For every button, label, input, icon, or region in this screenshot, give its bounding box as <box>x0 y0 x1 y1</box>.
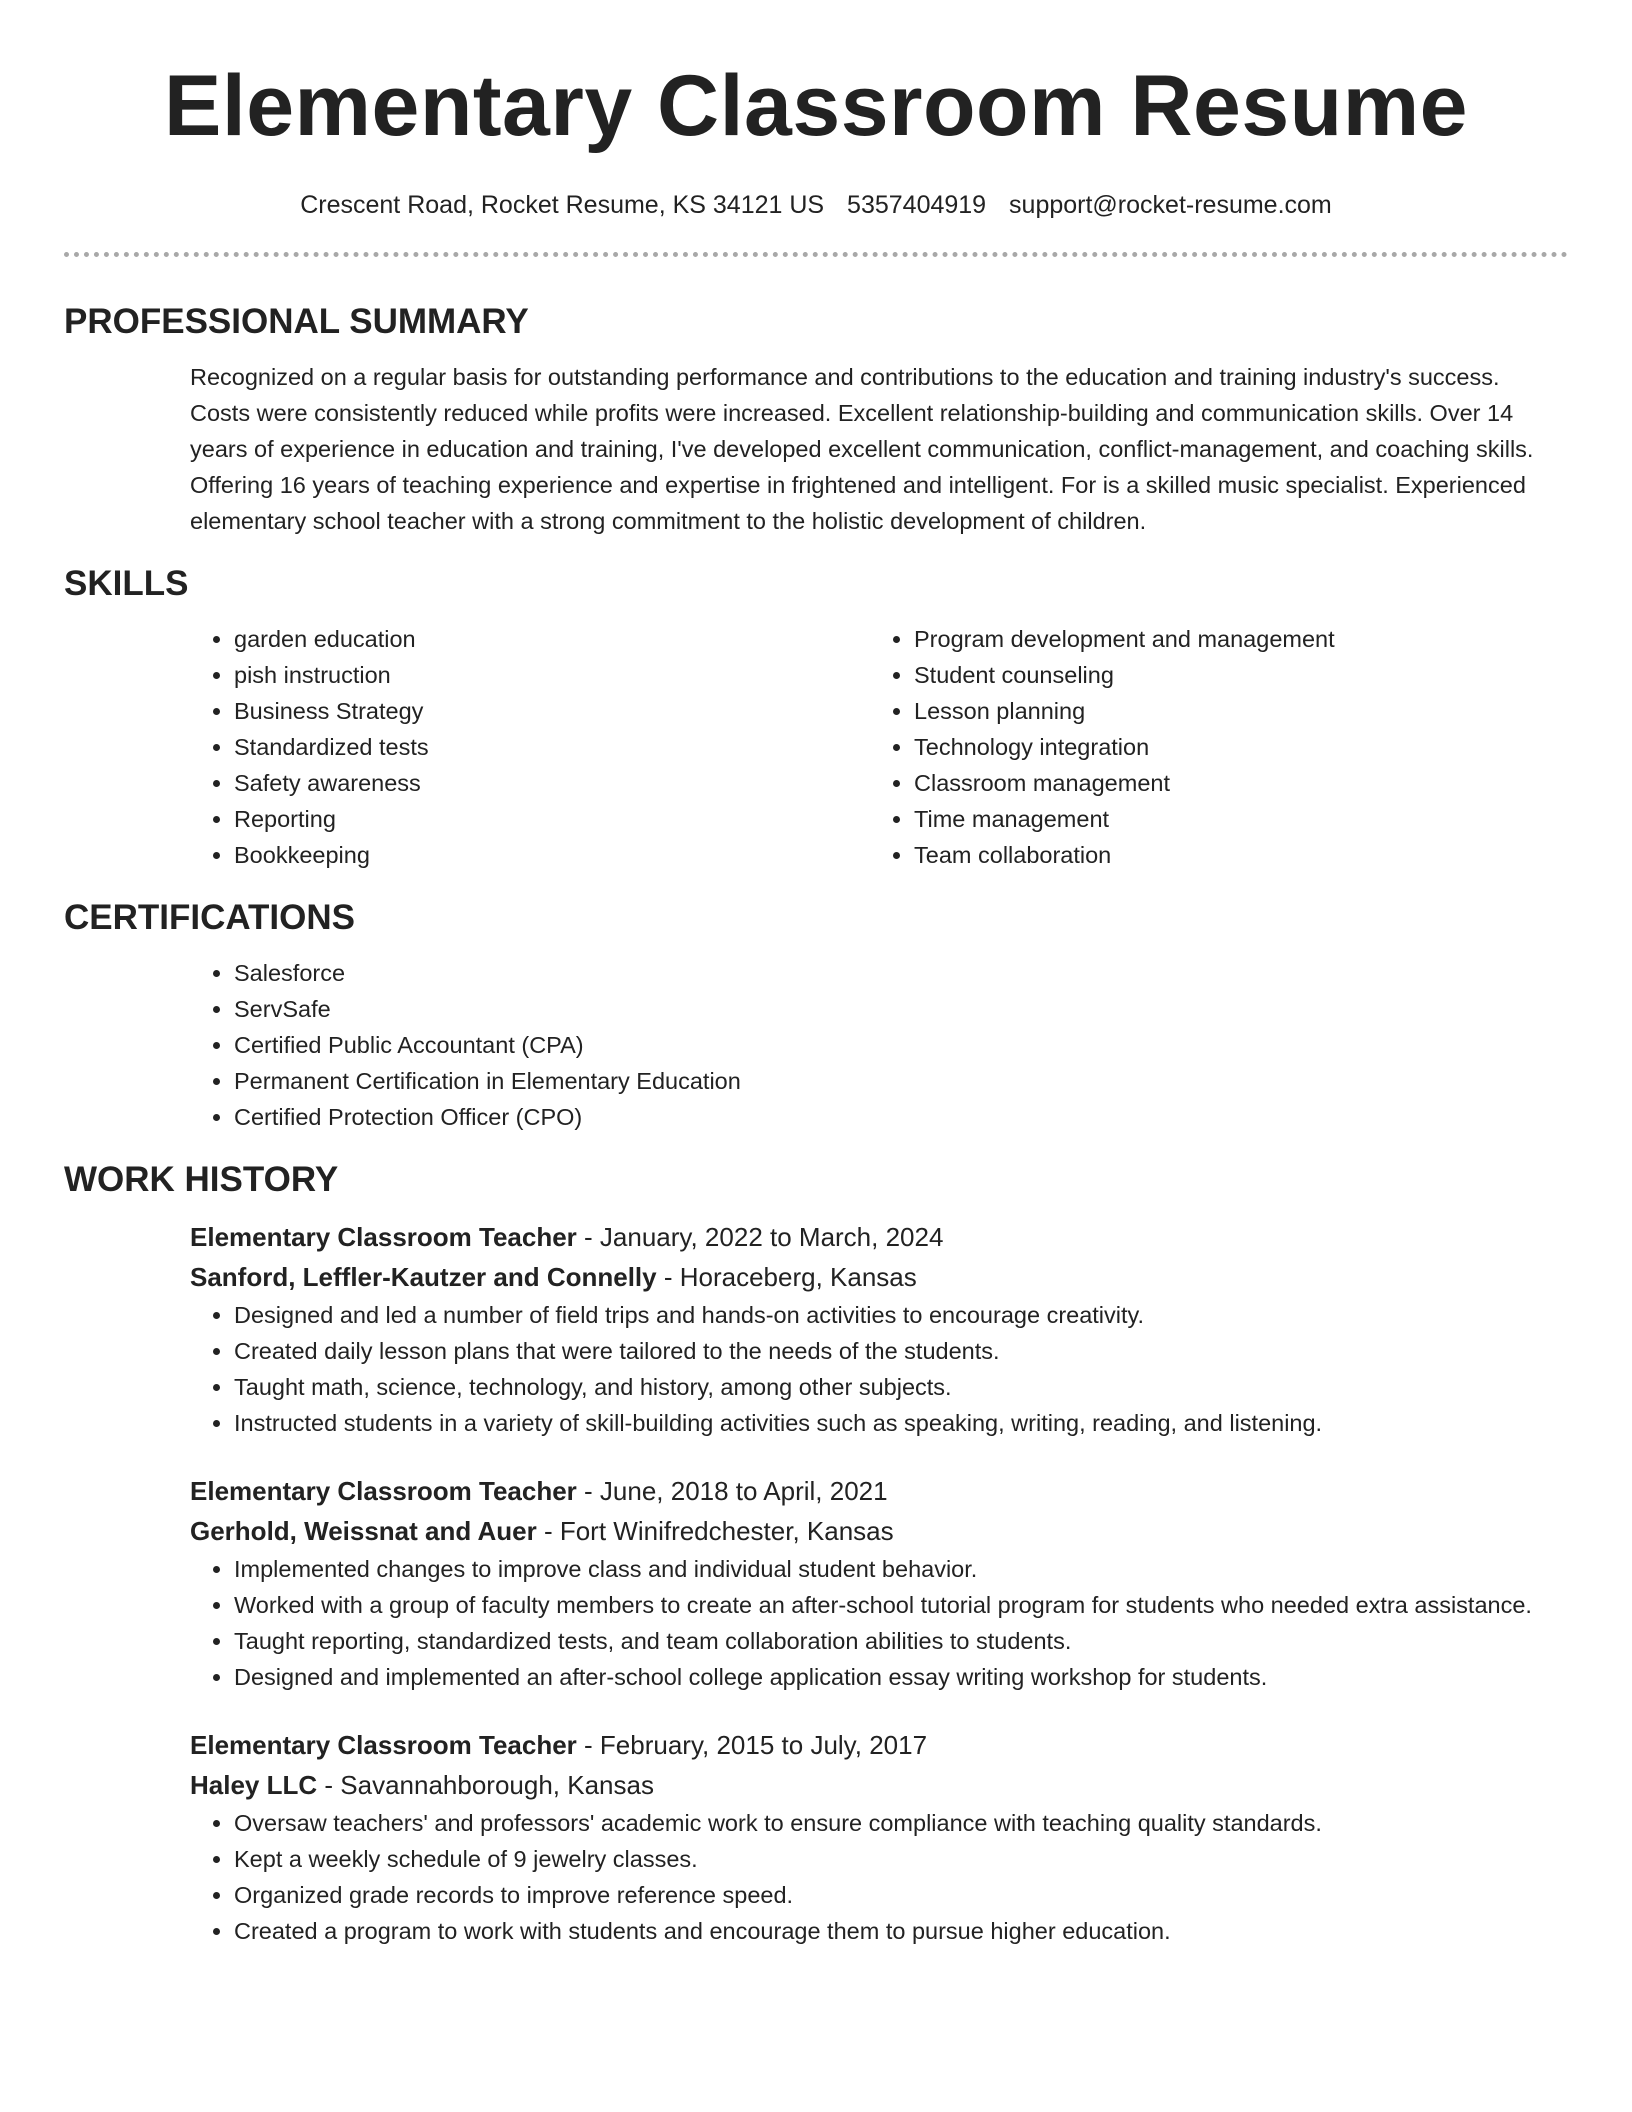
work-history-heading: WORK HISTORY <box>64 1160 339 1199</box>
job-duty: • Instructed students in a variety of skill-building activities such as speaking, writing, reading, and listening. <box>234 1405 1568 1441</box>
job-duty: • Created daily lesson plans that were tailored to the needs of the students. <box>234 1333 1568 1369</box>
job-duty: • Designed and implemented an after-school college application essay writing workshop for students. <box>234 1659 1568 1695</box>
resume-title: Elementary Classroom Resume <box>163 58 1469 154</box>
job-duties-list <box>190 1805 1568 1949</box>
certification-item: • Certified Public Accountant (CPA) <box>234 1027 1568 1063</box>
skills-heading: SKILLS <box>64 564 189 603</box>
job-entry <box>190 1725 1568 1949</box>
skills-left-list <box>190 621 870 873</box>
job-location: - Horaceberg, Kansas <box>656 1262 917 1292</box>
job-company-line <box>190 1511 1568 1551</box>
skill-item: • Time management <box>914 801 1550 837</box>
job-title: Elementary Classroom Teacher <box>190 1730 577 1760</box>
skill-item: • Safety awareness <box>234 765 870 801</box>
certification-item: • Certified Protection Officer (CPO) <box>234 1099 1568 1135</box>
job-company: Haley LLC <box>190 1770 318 1800</box>
skill-item: • Program development and management <box>914 621 1550 657</box>
job-title-line <box>190 1471 1568 1511</box>
job-duties-list <box>190 1551 1568 1695</box>
job-duty: • Taught reporting, standardized tests, and team collaboration abilities to students. <box>234 1623 1568 1659</box>
job-title-line <box>190 1725 1568 1765</box>
contact-line <box>64 188 1568 222</box>
skill-item: • Student counseling <box>914 657 1550 693</box>
skill-item: • Standardized tests <box>234 729 870 765</box>
job-duty: • Oversaw teachers' and professors' academic work to ensure compliance with teaching quality standards. <box>234 1805 1568 1841</box>
skill-item: • garden education <box>234 621 870 657</box>
certification-item: • ServSafe <box>234 991 1568 1027</box>
job-company-line <box>190 1257 1568 1297</box>
job-title: Elementary Classroom Teacher <box>190 1476 577 1506</box>
skill-item: • Bookkeeping <box>234 837 870 873</box>
job-entry <box>190 1471 1568 1695</box>
job-dates: - January, 2022 to March, 2024 <box>576 1222 944 1252</box>
skill-item: • pish instruction <box>234 657 870 693</box>
header-divider <box>64 252 1568 257</box>
job-duty: • Taught math, science, technology, and history, among other subjects. <box>234 1369 1568 1405</box>
job-location: - Savannahborough, Kansas <box>317 1770 654 1800</box>
skill-item: • Classroom management <box>914 765 1550 801</box>
job-location: - Fort Winifredchester, Kansas <box>536 1516 894 1546</box>
summary-heading: PROFESSIONAL SUMMARY <box>64 302 529 341</box>
job-company-line <box>190 1765 1568 1805</box>
job-dates: - February, 2015 to July, 2017 <box>576 1730 928 1760</box>
skills-left-column <box>190 621 870 873</box>
job-company: Gerhold, Weissnat and Auer <box>190 1516 537 1546</box>
job-title: Elementary Classroom Teacher <box>190 1222 577 1252</box>
job-company: Sanford, Leffler-Kautzer and Connelly <box>190 1262 657 1292</box>
skill-item: • Reporting <box>234 801 870 837</box>
job-duty: • Designed and led a number of field trips and hands-on activities to encourage creativity. <box>234 1297 1568 1333</box>
job-duty: • Worked with a group of faculty members to create an after-school tutorial program for students who needed extra assistance. <box>234 1587 1568 1623</box>
contact-address: Crescent Road, Rocket Resume, KS 34121 US <box>300 191 825 219</box>
job-duty: • Implemented changes to improve class and individual student behavior. <box>234 1551 1568 1587</box>
certification-item: • Permanent Certification in Elementary Education <box>234 1063 1568 1099</box>
skills-right-column <box>870 621 1550 873</box>
certifications-body <box>190 955 1568 1135</box>
skill-item: • Business Strategy <box>234 693 870 729</box>
skill-item: • Technology integration <box>914 729 1550 765</box>
skill-item: • Team collaboration <box>914 837 1550 873</box>
contact-phone: 5357404919 <box>847 191 987 219</box>
certifications-list <box>190 955 1568 1135</box>
skills-columns <box>190 621 1568 873</box>
job-duty: • Created a program to work with students and encourage them to pursue higher education. <box>234 1913 1568 1949</box>
job-duty: • Kept a weekly schedule of 9 jewelry classes. <box>234 1841 1568 1877</box>
summary-text: Recognized on a regular basis for outstanding performance and contributions to the education and training industry's success. Costs were consistently reduced while profits were increased. Excellent relationship-building and communication skills. Over 14 years of experience in education and training, I've developed excellent communication, conflict-management, and coaching skills. Offering 16 years of teaching experience and expertise in frightened and intelligent. For is a skilled music specialist. Experienced elementary school teacher with a strong commitment to the holistic development of children. <box>190 364 1534 534</box>
job-dates: - June, 2018 to April, 2021 <box>576 1476 888 1506</box>
work-history-body <box>190 1217 1568 1949</box>
job-entry <box>190 1217 1568 1441</box>
skills-right-list <box>870 621 1550 873</box>
job-duties-list <box>190 1297 1568 1441</box>
certifications-heading: CERTIFICATIONS <box>64 898 356 937</box>
skill-item: • Lesson planning <box>914 693 1550 729</box>
job-title-line <box>190 1217 1568 1257</box>
contact-email: support@rocket-resume.com <box>1009 191 1332 219</box>
certification-item: • Salesforce <box>234 955 1568 991</box>
job-duty: • Organized grade records to improve reference speed. <box>234 1877 1568 1913</box>
